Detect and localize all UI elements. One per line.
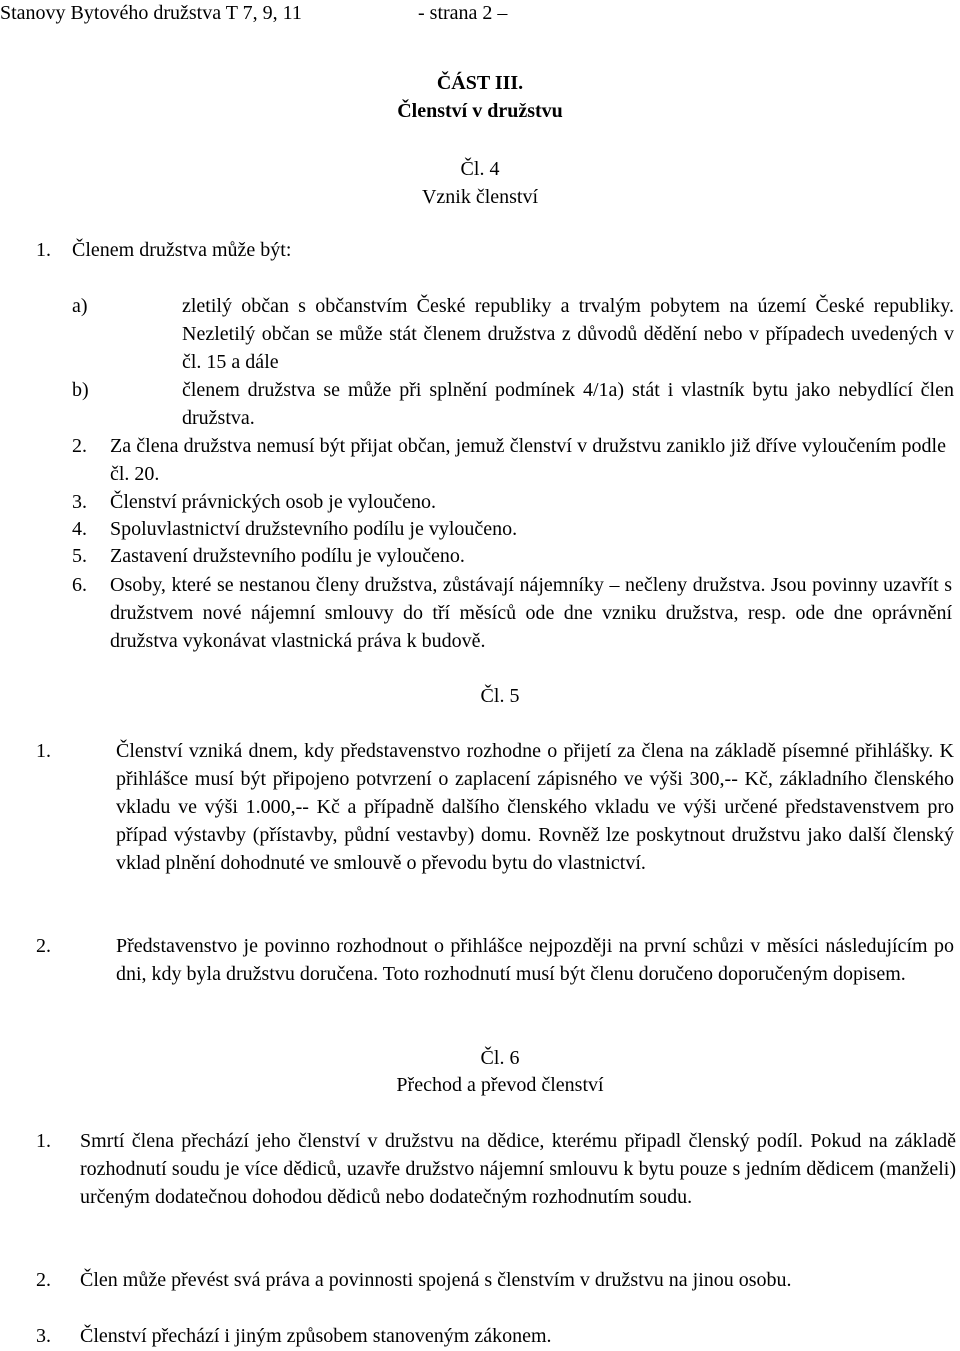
art4-item-6-text: [110, 571, 952, 655]
art4-subitem-b-label: b): [72, 379, 89, 401]
art4-item-5-number: 5.: [72, 545, 87, 567]
art4-subitem-a-text: [182, 292, 954, 376]
article-4-title: Vznik členství: [421, 186, 539, 208]
art6-item-1-number: 1.: [36, 1130, 51, 1152]
art5-item-2-number: 2.: [36, 935, 51, 957]
art4-item-2-text: [110, 432, 946, 488]
art4-subitem-a-label: a): [72, 295, 88, 317]
art6-item-2-text: Člen může převést svá práva a povinnosti spojená s členstvím v družstvu na jinou osobu.: [80, 1269, 792, 1291]
art4-subitem-b-text: [182, 376, 954, 432]
art5-item-1-text: [116, 737, 954, 877]
article-5-label: Čl. 5: [480, 685, 520, 707]
article-6-label: Čl. 6: [480, 1047, 520, 1069]
part-label: ČÁST III.: [436, 72, 524, 94]
art4-item-2-paragraph: Za člena družstva nemusí být přijat občan, jemuž členství v družstvu zaniklo již dříve vyloučením podle čl. 20.: [110, 435, 946, 485]
article-4-label: Čl. 4: [460, 158, 500, 180]
art4-subitem-a-paragraph: zletilý občan s občanstvím České republiky a trvalým pobytem na území České republiky. Nezletilý občan se může stát členem družstva z důvodů dědění nebo v případech uvedených v čl. 15 a dále: [182, 295, 954, 373]
header-page-number: - strana 2 –: [418, 2, 508, 24]
article-6-title: Přechod a převod členství: [396, 1074, 604, 1096]
art5-item-1-paragraph: Členství vzniká dnem, kdy představenstvo rozhodne o přijetí za člena na základě písemné přihlášky. K přihlášce musí být připojeno potvrzení o zaplacení zápisného ve výši 300,-- Kč, základního členského vkladu ve výši 1.000,-- Kč a případně dalšího členského vkladu ve výši určené představenstvem pro případ výstavby (přístavby, půdní vestavby) domu. Rovněž lze poskytnout družstvu jako další členský vklad plnění dohodnuté ve smlouvě o převodu bytu do vlastnictví.: [116, 740, 954, 874]
art4-subitem-b-paragraph: členem družstva se může při splnění podmínek 4/1a) stát i vlastník bytu jako nebydlící člen družstva.: [182, 379, 954, 429]
art4-item-3-text: Členství právnických osob je vyloučeno.: [110, 491, 437, 513]
art4-item-2-number: 2.: [72, 435, 87, 457]
art4-item-1-number: 1.: [36, 239, 51, 261]
art4-item-1-text: Členem družstva může být:: [72, 239, 292, 261]
art4-item-4-text: Spoluvlastnictví družstevního podílu je vyloučeno.: [110, 518, 518, 540]
art6-item-1-text: [80, 1127, 956, 1211]
art5-item-1-number: 1.: [36, 740, 51, 762]
art4-item-4-number: 4.: [72, 518, 87, 540]
art4-item-3-number: 3.: [72, 491, 87, 513]
art6-item-3-text: Členství přechází i jiným způsobem stanoveným zákonem.: [80, 1325, 552, 1347]
art6-item-2-number: 2.: [36, 1269, 51, 1291]
art5-item-2-paragraph: Představenstvo je povinno rozhodnout o přihlášce nejpozději na první schůzi v měsíci následujícím po dni, kdy byla družstvu doručena. Toto rozhodnutí musí být členu doručeno doporučeným dopisem.: [116, 935, 954, 985]
art5-item-2-text: [116, 932, 954, 988]
art6-item-1-paragraph: Smrtí člena přechází jeho členství v družstvu na dědice, kterému připadl členský podíl. Pokud na základě rozhodnutí soudu je více dědiců, uzavře družstvo nájemní smlouvu k bytu pouze s jedním dědicem (manželi) určeným dodatečnou dohodou dědiců nebo dodatečným rozhodnutím soudu.: [80, 1130, 956, 1208]
art4-item-5-text: Zastavení družstevního podílu je vyloučeno.: [110, 545, 465, 567]
art6-item-3-number: 3.: [36, 1325, 51, 1347]
art4-item-6-number: 6.: [72, 574, 87, 596]
part-title: Členství v družstvu: [397, 100, 563, 122]
header-title: Stanovy Bytového družstva T 7, 9, 11: [0, 2, 302, 24]
art4-item-6-paragraph: Osoby, které se nestanou členy družstva, zůstávají nájemníky – nečleny družstva. Jsou povinny uzavřít s družstvem nové nájemní smlouvy do tří měsíců ode dne vzniku družstva, resp. ode dne oprávnění družstva vykonávat vlastnická práva k budově.: [110, 574, 952, 652]
